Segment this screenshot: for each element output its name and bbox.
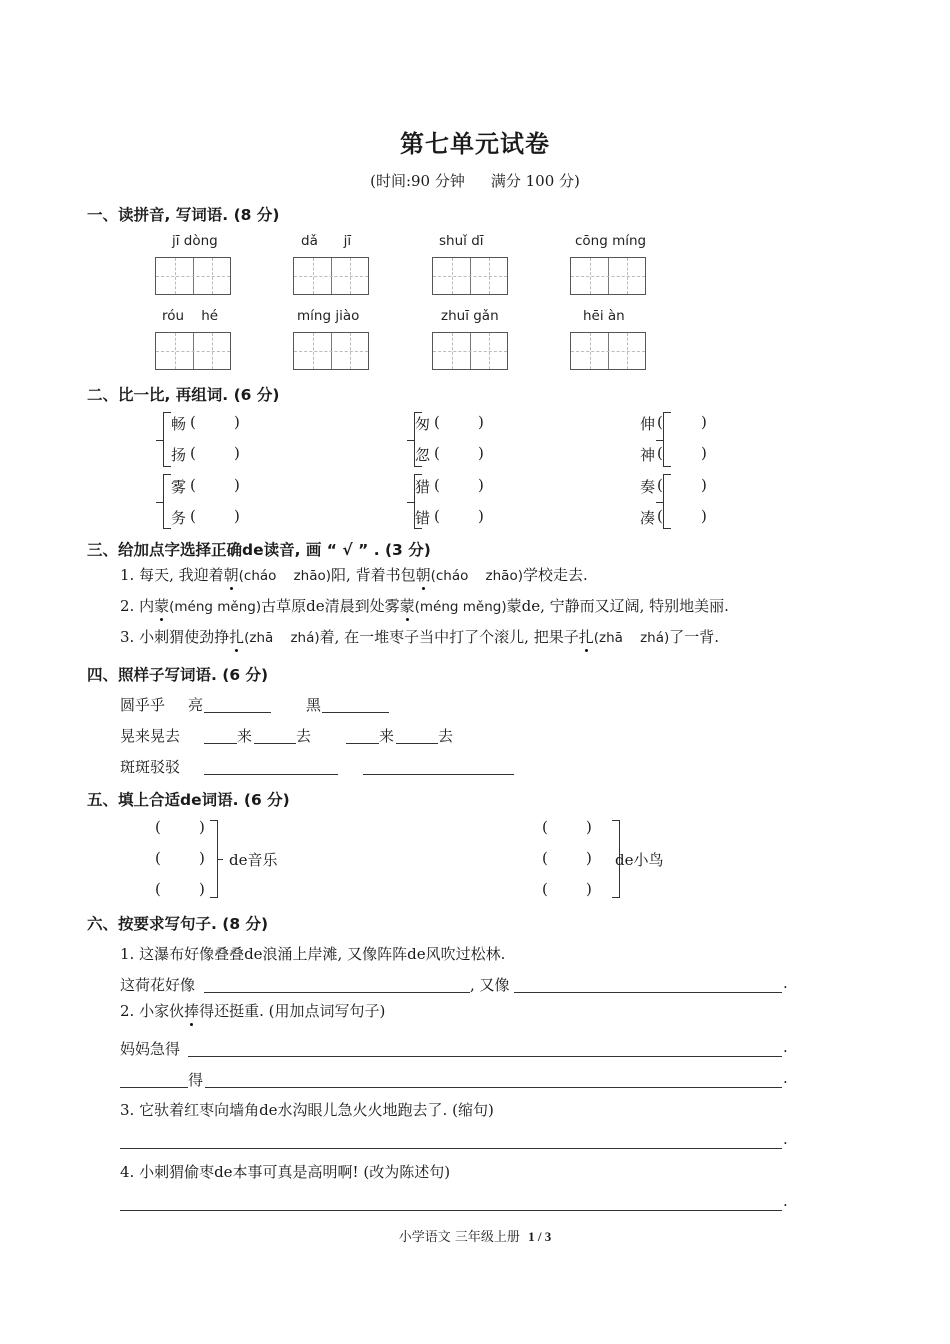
question-3-2 bbox=[120, 595, 729, 616]
dotted-char: 捧 bbox=[184, 1002, 200, 1020]
exam-time: (时间:90 分钟 bbox=[370, 172, 465, 190]
answer-blank[interactable] bbox=[188, 1056, 782, 1057]
period: . bbox=[783, 1130, 788, 1148]
answer-paren[interactable]: ( ) bbox=[155, 818, 205, 836]
answer-prefix: 这荷花好像 bbox=[120, 976, 196, 994]
writing-grid-box[interactable] bbox=[570, 332, 646, 370]
answer-blank[interactable] bbox=[120, 1087, 188, 1088]
writing-grid-box[interactable] bbox=[293, 332, 369, 370]
answer-paren[interactable]: ( ) bbox=[190, 476, 240, 494]
writing-grid-box[interactable] bbox=[570, 257, 646, 295]
example-word: 斑斑驳驳 bbox=[120, 758, 181, 776]
prompt-char: 来 bbox=[237, 727, 253, 745]
question-3-3 bbox=[120, 626, 719, 647]
pinyin-options[interactable]: (cháo zhāo) bbox=[430, 568, 523, 584]
pinyin-label: míng jiào bbox=[297, 308, 360, 324]
answer-blank[interactable] bbox=[204, 774, 338, 775]
target-noun: de小鸟 bbox=[615, 851, 664, 869]
question-text: 阳, 背着书包 bbox=[331, 566, 416, 584]
answer-paren[interactable]: ( ) bbox=[155, 880, 205, 898]
pinyin-label: róu hé bbox=[162, 308, 219, 324]
answer-paren[interactable]: ( ) bbox=[657, 507, 707, 525]
dotted-char: 蒙 bbox=[154, 597, 170, 615]
answer-blank[interactable] bbox=[204, 712, 271, 713]
right-brace bbox=[210, 820, 218, 898]
dotted-char: 蒙 bbox=[399, 597, 415, 615]
compare-char: 忽 bbox=[415, 446, 431, 464]
pinyin-label: zhuī gǎn bbox=[441, 308, 499, 324]
answer-blank[interactable] bbox=[322, 712, 389, 713]
compare-char: 伸 bbox=[640, 415, 656, 433]
target-noun: de音乐 bbox=[229, 851, 278, 869]
section-3-heading: 三、给加点字选择正确de读音, 画 “ √ ” . (3 分) bbox=[87, 541, 431, 559]
pinyin-options[interactable]: (zhā zhá) bbox=[244, 630, 320, 646]
page-footer bbox=[0, 1226, 950, 1245]
answer-paren[interactable]: ( ) bbox=[434, 476, 484, 494]
compare-char: 畅 bbox=[171, 415, 187, 433]
compare-char: 扬 bbox=[171, 446, 187, 464]
question-text: 着, 在一堆枣子当中打了个滚儿, 把果子 bbox=[319, 628, 579, 646]
question-text: 得还挺重. (用加点词写句子) bbox=[199, 1002, 386, 1020]
compare-char: 奏 bbox=[640, 478, 656, 496]
answer-blank[interactable] bbox=[396, 743, 438, 744]
answer-paren[interactable]: ( ) bbox=[155, 849, 205, 867]
answer-blank[interactable] bbox=[120, 1210, 782, 1211]
page-number: 1 / 3 bbox=[528, 1229, 552, 1244]
writing-grid-box[interactable] bbox=[155, 332, 231, 370]
question-6-3: 3. 它驮着红枣向墙角de水沟眼儿急火火地跑去了. (缩句) bbox=[120, 1101, 494, 1119]
answer-paren[interactable]: ( ) bbox=[434, 413, 484, 431]
pinyin-label: cōng míng bbox=[575, 233, 647, 249]
exam-score: 满分 100 分) bbox=[490, 172, 580, 190]
dotted-char: 朝 bbox=[415, 566, 431, 584]
footer-text: 小学语文 三年级上册 bbox=[398, 1230, 520, 1245]
compare-char: 匆 bbox=[415, 415, 431, 433]
answer-paren[interactable]: ( ) bbox=[542, 818, 592, 836]
question-6-2 bbox=[120, 1000, 385, 1021]
answer-blank[interactable] bbox=[204, 743, 237, 744]
dotted-char: 扎 bbox=[229, 628, 245, 646]
dotted-char: 朝 bbox=[223, 566, 239, 584]
compare-char: 错 bbox=[415, 509, 431, 527]
answer-prefix: 妈妈急得 bbox=[120, 1040, 181, 1058]
compare-char: 雾 bbox=[171, 478, 187, 496]
writing-grid-box[interactable] bbox=[432, 257, 508, 295]
pinyin-label: jī dòng bbox=[172, 233, 218, 249]
compare-char: 务 bbox=[171, 509, 187, 527]
section-6-heading: 六、按要求写句子. (8 分) bbox=[87, 915, 269, 933]
answer-paren[interactable]: ( ) bbox=[190, 507, 240, 525]
left-brace bbox=[163, 412, 171, 467]
answer-middle: 得 bbox=[188, 1071, 204, 1089]
pinyin-label: dǎ jī bbox=[301, 233, 352, 249]
question-6-4: 4. 小刺猬偷枣de本事可真是高明啊! (改为陈述句) bbox=[120, 1163, 451, 1181]
question-text: 2. 小家伙 bbox=[120, 1002, 185, 1020]
compare-char: 猎 bbox=[415, 478, 431, 496]
period: . bbox=[783, 1038, 788, 1056]
answer-blank[interactable] bbox=[204, 992, 470, 993]
answer-paren[interactable]: ( ) bbox=[657, 413, 707, 431]
question-text: 学校走去. bbox=[522, 566, 588, 584]
dotted-char: 扎 bbox=[578, 628, 594, 646]
writing-grid-box[interactable] bbox=[155, 257, 231, 295]
pinyin-options[interactable]: (méng měng) bbox=[414, 599, 507, 615]
compare-char: 神 bbox=[640, 446, 656, 464]
writing-grid-box[interactable] bbox=[293, 257, 369, 295]
answer-paren[interactable]: ( ) bbox=[190, 413, 240, 431]
compare-char: 凑 bbox=[640, 509, 656, 527]
prompt-char: 黑 bbox=[306, 696, 322, 714]
section-2-heading: 二、比一比, 再组词. (6 分) bbox=[87, 386, 280, 404]
question-text: 3. 小刺猬使劲挣 bbox=[120, 628, 230, 646]
answer-paren[interactable]: ( ) bbox=[434, 444, 484, 462]
exam-info bbox=[0, 170, 950, 191]
answer-paren[interactable]: ( ) bbox=[542, 849, 592, 867]
prompt-char: 亮 bbox=[188, 696, 204, 714]
answer-blank[interactable] bbox=[120, 1148, 782, 1149]
question-6-1: 1. 这瀑布好像叠叠de浪涌上岸滩, 又像阵阵de风吹过松林. bbox=[120, 945, 506, 963]
question-text: 了一背. bbox=[669, 628, 720, 646]
answer-blank[interactable] bbox=[363, 774, 514, 775]
question-text: 古草原de清晨到处雾 bbox=[261, 597, 400, 615]
answer-blank[interactable] bbox=[346, 743, 379, 744]
pinyin-label: hēi àn bbox=[583, 308, 625, 324]
prompt-char: 去 bbox=[438, 727, 454, 745]
example-word: 圆乎乎 bbox=[120, 696, 166, 714]
pinyin-options[interactable]: (cháo zhāo) bbox=[238, 568, 332, 584]
answer-paren[interactable]: ( ) bbox=[190, 444, 240, 462]
answer-middle: , 又像 bbox=[470, 976, 510, 994]
section-4-heading: 四、照样子写词语. (6 分) bbox=[87, 666, 269, 684]
question-text: 1. 每天, 我迎着 bbox=[120, 566, 224, 584]
example-word: 晃来晃去 bbox=[120, 727, 181, 745]
question-text: 蒙de, 宁静而又辽阔, 特别地美丽. bbox=[506, 597, 729, 615]
question-text: 2. 内 bbox=[120, 597, 155, 615]
period: . bbox=[783, 1069, 788, 1087]
period: . bbox=[783, 1192, 788, 1210]
prompt-char: 来 bbox=[379, 727, 395, 745]
question-3-1 bbox=[120, 564, 588, 585]
page-title: 第七单元试卷 bbox=[400, 129, 550, 158]
answer-blank[interactable] bbox=[514, 992, 782, 993]
prompt-char: 去 bbox=[296, 727, 312, 745]
period: . bbox=[783, 974, 788, 992]
pinyin-label: shuǐ dī bbox=[439, 233, 484, 249]
section-1-heading: 一、读拼音, 写词语. (8 分) bbox=[87, 206, 280, 224]
answer-paren[interactable]: ( ) bbox=[657, 444, 707, 462]
answer-paren[interactable]: ( ) bbox=[542, 880, 592, 898]
answer-blank[interactable] bbox=[254, 743, 296, 744]
pinyin-options[interactable]: (zhā zhá) bbox=[593, 630, 670, 646]
answer-paren[interactable]: ( ) bbox=[657, 476, 707, 494]
answer-blank[interactable] bbox=[205, 1087, 782, 1088]
writing-grid-box[interactable] bbox=[432, 332, 508, 370]
pinyin-options[interactable]: (méng měng) bbox=[169, 599, 262, 615]
answer-paren[interactable]: ( ) bbox=[434, 507, 484, 525]
left-brace bbox=[163, 474, 171, 529]
section-5-heading: 五、填上合适de词语. (6 分) bbox=[87, 791, 290, 809]
